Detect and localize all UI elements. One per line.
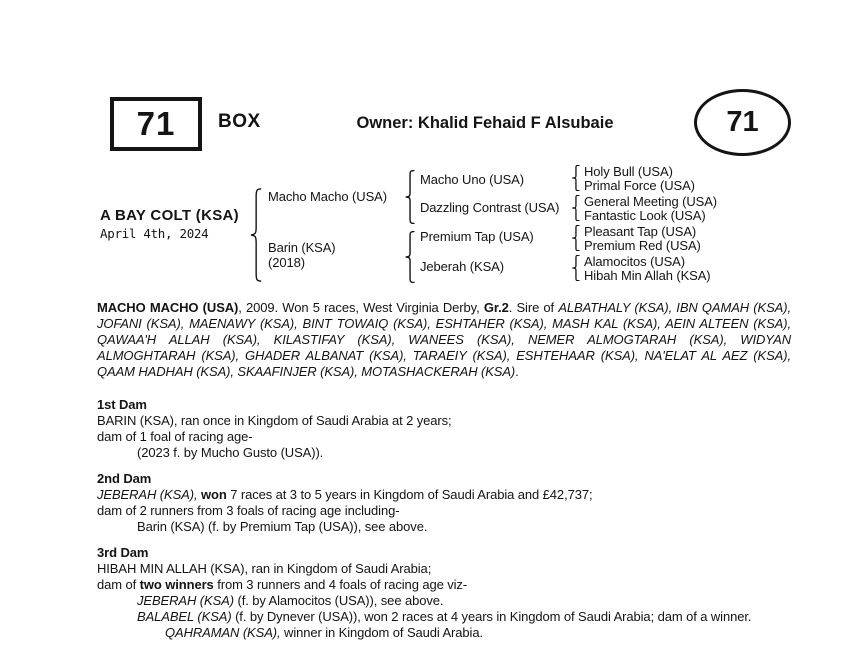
dam-heading: 3rd Dam [97, 545, 149, 560]
dam-line [97, 625, 802, 641]
box-label: BOX [218, 111, 261, 132]
dam-section-3 [97, 545, 802, 641]
dam-year: (2018) [268, 255, 305, 270]
sire-note-sire-of: . Sire of [508, 300, 559, 315]
great-grandparent-name: Primal Force (USA) [584, 178, 695, 193]
great-grandparent-name: Hibah Min Allah (KSA) [584, 268, 711, 283]
pedigree-brace-icon [249, 188, 262, 282]
dam-line-text: from 3 runners and 4 foals of racing age viz- [213, 577, 468, 592]
dam-line [97, 487, 802, 503]
subject-name: A BAY COLT (KSA) [100, 207, 239, 224]
dam-line-text: winner in Kingdom of Saudi Arabia. [280, 625, 483, 640]
sire-name: Macho Macho (USA) [268, 189, 387, 204]
dam-line [97, 593, 802, 609]
sire-note-progeny: ALBATHALY (KSA), IBN QAMAH (KSA), JOFANI (KSA), MAENAWY (KSA), BINT TOWAIQ (KSA), ESHTAHER (KSA), MASH KAL (KSA), AEIN ALTEEN (KSA), QAWAA'H ALLAH (KSA), KILASTIFAY (KSA), WANEES (KSA), NEMER ALMOGTARAH (KSA), WIDYAN ALMOGHTARAH (KSA), GHADER ALBANAT (KSA), TARAEIY (KSA), ESHTEHAAR (KSA), NA'ELAT AL AEZ (KSA), QAAM HADHAH (KSA), SKAAFINJER (KSA), MOTASHACKERAH (KSA) [97, 300, 791, 379]
grandparent-name: Jeberah (KSA) [420, 259, 504, 274]
pedigree-brace-icon [571, 195, 580, 221]
great-grandparent-name: General Meeting (USA) [584, 194, 718, 209]
pedigree-brace-icon [404, 170, 415, 224]
dam-horse-name: QAHRAMAN (KSA), [165, 625, 281, 640]
great-grandparent-name: Fantastic Look (USA) [584, 208, 706, 223]
pedigree-brace-icon [571, 165, 580, 191]
dam-line-text: 7 races at 3 to 5 years in Kingdom of Saudi Arabia and £42,737; [226, 487, 593, 502]
dam-line: (2023 f. by Mucho Gusto (USA)). [137, 445, 324, 460]
sire-note-name: MACHO MACHO (USA) [97, 300, 239, 315]
dam-line-text: (f. by Dynever (USA)), won 2 races at 4 years in Kingdom of Saudi Arabia; dam of a winner. [231, 609, 752, 624]
dam-heading: 2nd Dam [97, 471, 152, 486]
dam-name: Barin (KSA) [268, 240, 336, 255]
dam-won-label: won [197, 487, 227, 502]
dam-winners-label: two winners [139, 577, 214, 592]
dam-line [97, 609, 802, 625]
pedigree-brace-icon [571, 225, 580, 251]
dam-line: Barin (KSA) (f. by Premium Tap (USA)), see above. [137, 519, 428, 534]
grandparent-name: Premium Tap (USA) [420, 229, 534, 244]
great-grandparent-name: Alamocitos (USA) [584, 254, 685, 269]
dam-heading: 1st Dam [97, 397, 147, 412]
grandparent-name: Dazzling Contrast (USA) [420, 200, 560, 215]
lot-number-box [110, 97, 202, 151]
subject-foaling-date: April 4th, 2024 [100, 226, 209, 241]
dam-line-text: (f. by Alamocitos (USA)), see above. [233, 593, 444, 608]
great-grandparent-name: Holy Bull (USA) [584, 164, 673, 179]
dam-horse-name: JEBERAH (KSA) [137, 593, 234, 608]
sire-note [97, 300, 791, 380]
dam-line: dam of 1 foal of racing age- [97, 429, 253, 444]
lot-number: 71 [726, 106, 759, 138]
dam-horse-name: JEBERAH (KSA), [97, 487, 198, 502]
owner-title: Owner: Khalid Fehaid F Alsubaie [356, 114, 614, 132]
dam-line-text: dam of [97, 577, 140, 592]
sire-note-grade: Gr.2 [483, 300, 509, 315]
pedigree-brace-icon [404, 231, 415, 283]
great-grandparent-name: Premium Red (USA) [584, 238, 701, 253]
dam-line: HIBAH MIN ALLAH (KSA), ran in Kingdom of Saudi Arabia; [97, 561, 432, 576]
dam-section-1 [97, 397, 802, 461]
lot-number: 71 [136, 105, 176, 142]
grandparent-name: Macho Uno (USA) [420, 172, 524, 187]
dam-line: dam of 2 runners from 3 foals of racing age including- [97, 503, 400, 518]
dam-horse-name: BALABEL (KSA) [137, 609, 232, 624]
sire-note-period: . [515, 364, 519, 379]
great-grandparent-name: Pleasant Tap (USA) [584, 224, 697, 239]
lot-number-oval [694, 89, 791, 156]
sire-note-record: , 2009. Won 5 races, West Virginia Derby, [238, 300, 484, 315]
dam-section-2 [97, 471, 802, 535]
dam-line [97, 577, 802, 593]
dam-line: BARIN (KSA), ran once in Kingdom of Saudi Arabia at 2 years; [97, 413, 452, 428]
pedigree-brace-icon [571, 255, 580, 281]
